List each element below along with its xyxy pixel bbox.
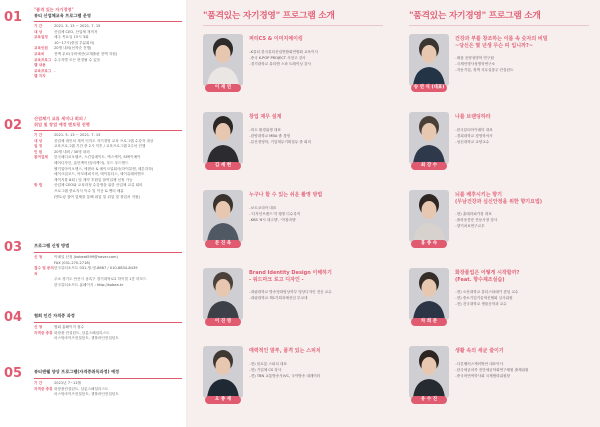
bio-line: – 전) TBN 교통방송사(VC, 국악방송 내레이터 — [249, 374, 391, 380]
section-divider — [34, 130, 182, 131]
section-title: 프로그램 신청 방법 — [34, 243, 70, 248]
speaker-photo — [203, 190, 243, 242]
info-value: 산업체 대인처 재직 인지도 자기경영 교육 프로그램 수강자 대상 — [54, 138, 154, 143]
section-rows — [34, 133, 182, 200]
info-value: 한국메디코오템즈, 스킨업메이트, 엑스케이, SI에이메이 — [54, 155, 141, 160]
section-divider — [34, 378, 182, 379]
bio-line: – 전) 건국대학교 생물공학과 교수 — [455, 302, 597, 308]
session-title-line: 뇌를 배후시키는 향기 — [455, 192, 502, 198]
section-rows — [34, 381, 182, 398]
program-info-panel — [0, 0, 187, 427]
bio-line: – 플라웅릉릉 산동사장 강사 — [455, 218, 597, 224]
speaker-name: 문 진 욱 — [205, 240, 241, 248]
speaker-bio — [249, 128, 391, 145]
session-title — [249, 348, 391, 355]
info-value: 마스팅마이즈컨설턴트, 샘플라인컨설턴트 — [54, 336, 119, 341]
bio-line: – 성신대학교 교양교수 — [455, 140, 597, 146]
session-title-line: 창업 재무 설계 — [249, 114, 282, 120]
info-key: 신 청 — [34, 325, 43, 329]
info-key: 자격증 종류 — [34, 386, 53, 391]
info-value: 이메일 신청 (kobeat599@naver.com) — [54, 255, 118, 259]
speaker-bio — [455, 212, 597, 229]
bio-line: – 경희대학교 경영학석사 — [455, 134, 597, 140]
speaker-card — [203, 268, 393, 330]
info-value: 수주자별 모든 변경될 수 있음 — [54, 57, 101, 62]
info-value: 전액 무료(국비예산(교재출판 전액 지원) — [54, 51, 118, 56]
section-number: 02 — [4, 118, 23, 133]
session-subtitle: (무남건강과 심신안정을 위한 향기요법) — [455, 198, 543, 205]
section-rows — [34, 255, 182, 289]
bio-line: – '디자인브랜드'지 행정 디수록작 — [249, 212, 391, 218]
info-value: 협회 홈페이지 접수 — [54, 325, 85, 329]
info-value: 2021. 5. 13 ~ 2021. 7. 15 — [54, 133, 101, 137]
info-value: 헬기업아이오앤스, 에덴마 & 메이크업회사(하이뷰앤, 헤븐하하) — [54, 166, 154, 171]
section-rows — [34, 325, 182, 342]
info-key: 교육프로그램 지자 — [34, 68, 52, 79]
session-title — [249, 270, 391, 283]
speaker-name: 송 연 식 (대표) — [411, 84, 447, 92]
speaker-card — [409, 190, 599, 252]
info-key — [34, 195, 54, 201]
bio-line: – 뷰산경영학, 기업재무기획설무 중 회의 — [249, 140, 391, 146]
speaker-bio — [249, 50, 391, 67]
info-value: 마스팅마이즈컨설턴트, 샘플라인컨설턴트 — [54, 392, 119, 397]
info-value: FAX (031-270-2718) — [54, 260, 91, 265]
info-key — [34, 283, 54, 289]
speaker-name: 김 세 현 — [205, 162, 241, 170]
info-value: 프로그램 중요지식 이수 및 이공 & 멘티 배분 — [54, 188, 124, 193]
bio-line: – 한국세균마족 진단세균학회연구제원 출제위원 — [455, 368, 597, 374]
column-title-left: "품격있는 자기경영" 프로그램 소개 — [203, 11, 335, 21]
info-key: 대 상 — [34, 138, 43, 143]
info-value: 20명 내외 / 30명 내외 — [54, 149, 90, 154]
info-row — [34, 336, 182, 342]
section-title: "품격 있는 자기경영" — [34, 7, 74, 12]
session-title — [249, 192, 391, 199]
session-title — [455, 348, 597, 355]
info-value: 10~17시(중점 부분회의) — [54, 40, 95, 45]
info-value: 2021년 7~12월 — [54, 381, 82, 385]
info-value: 한국뷰티소프트 031-영-영-8667 / 010-8834-8439 — [54, 266, 138, 271]
session-title — [455, 270, 597, 283]
info-key — [34, 336, 54, 342]
info-value: - — [54, 68, 56, 73]
column-rule-left — [203, 25, 383, 26]
speaker-name: 이 재 연 — [205, 84, 241, 92]
info-value: 화장품컨설턴트, 살롱스페셜리스트 — [54, 386, 109, 391]
section-divider — [34, 322, 182, 323]
bio-line: – 현) 홈테라피카칭 대표 — [455, 212, 597, 218]
info-value: 산업체 CEO와 교육과정 수강생을 위한 산업체 교류 회의 — [54, 183, 143, 188]
speaker-card — [203, 190, 393, 252]
speaker-bio — [249, 362, 391, 379]
info-key: 기 간 — [34, 24, 43, 28]
speaker-photo — [203, 268, 243, 320]
bio-line: – 대림대학교 제1기획과제선임 부교대 — [249, 296, 391, 302]
speaker-name: 최 강 수 — [411, 162, 447, 170]
info-key: 일 정 — [34, 144, 43, 149]
info-key: 참여업체 — [34, 155, 48, 160]
speaker-name: 홍 종 숙 — [411, 240, 447, 248]
info-key: 기 간 — [34, 133, 43, 137]
info-key: 자격증 종류 — [34, 330, 53, 335]
bio-line: – 중국어번역학사회 국제협력위원장 — [455, 374, 597, 380]
column-title-right: "품격있는 자기경영" 프로그램 소개 — [409, 11, 541, 21]
session-title — [249, 36, 391, 43]
speaker-bio — [249, 206, 391, 223]
session-title-line: 화장품업은 어떻게 시작할까? — [455, 270, 520, 276]
info-value: 메이크업코드, 아모레퍼시픽, 에이뷰티스, 세이유헤어엔즈 — [54, 172, 145, 177]
bio-line: – 현) 블로봇 스피치 대표 — [249, 362, 391, 368]
speaker-card — [409, 346, 599, 408]
section-divider — [34, 252, 182, 253]
section-number: 04 — [4, 310, 23, 325]
session-title-line: 나를 브랜딩하라 — [455, 114, 491, 120]
session-title-line: 생활 속의 세균 줄이기 — [455, 348, 504, 354]
session-title-line: 건강과 부를 창조하는 이름 속 숫자의 비밀 — [455, 36, 548, 42]
speaker-bio — [455, 362, 597, 379]
section-rows — [34, 24, 182, 80]
info-value: (멘토링 참여 업체를 통해 취업 및 취업 및 창업처 지원) — [54, 194, 140, 199]
speaker-bio — [455, 290, 597, 307]
info-value: 2021. 5. 13 ~ 2021. 7. 15 — [54, 24, 101, 28]
speaker-bio — [249, 290, 391, 302]
info-value: 산업체 CEO, 산업체 재직자 — [54, 29, 98, 34]
session-subtitle: (Feat. 향수제조실습) — [455, 276, 505, 283]
bio-line: – K뷰티 한국뷰티산업연합회연합회 교육이사 — [249, 50, 391, 56]
bio-line: – 대림대학교 방송영화영상학부 영상디자인 전공 교수 — [249, 290, 391, 296]
bio-line: – 현) 중소기업기술혁신협회 심사위원 — [455, 296, 597, 302]
bio-line: – 태을 음양성명학 연구원 — [455, 56, 597, 62]
section-title: 협회 인간 자격증 과정 — [34, 313, 75, 318]
speaker-name: 이 진 영 — [205, 318, 241, 326]
bio-line: – 현) 기업체 CS 강사 — [249, 368, 391, 374]
speaker-bio — [455, 56, 597, 73]
info-value: 한국뷰티소프트 홈페이지 : http://kobea.kr — [54, 282, 124, 287]
bio-line: – 다론벨러스케어방안 대표이사 — [455, 362, 597, 368]
section-title: 뷰티앤웰 양상 프로그램(자격증취득과정) 예정 — [34, 369, 120, 374]
bio-line: – KBS '6시 내고향', '아침마당' — [249, 218, 391, 224]
speaker-photo — [409, 34, 449, 86]
session-title-line: 매력적인 말투, 품격 있는 스피치 — [249, 348, 321, 354]
info-value: 주소 경기도 안산시 상록구 경기대학로2 하이빌 1층 하모드 — [54, 277, 147, 282]
session-title — [249, 114, 391, 121]
info-value: 헤어디자인, 효민케이션(비케이), 푸드 푸드앤드 — [54, 160, 129, 165]
info-row — [34, 283, 182, 289]
info-value: 교육프로그램 기간 중 2시 이후 / 교육프로그램 2주차 진행 — [54, 144, 146, 149]
speaker-photo — [203, 34, 243, 86]
bio-line: – 미도 환경위생 대표 — [249, 128, 391, 134]
speaker-card — [203, 34, 393, 96]
info-key: 교육비 — [34, 51, 45, 56]
bio-line: – 자동기업, 정책 사무실룸주 컨설턴트 — [455, 68, 597, 74]
info-key: 교육인원 — [34, 46, 48, 51]
speaker-card — [409, 34, 599, 96]
info-row — [34, 69, 182, 80]
info-key: 인 원 — [34, 149, 43, 154]
info-key: 신 청 — [34, 255, 43, 259]
info-key: 방 법 — [34, 183, 43, 188]
speaker-card — [409, 112, 599, 174]
speaker-card — [409, 268, 599, 330]
speaker-photo — [409, 112, 449, 164]
speaker-name: 유 수 진 — [411, 396, 447, 404]
session-title-line: 누구나 할 수 있는 쉬운 촬영 방법 — [249, 192, 323, 198]
session-title-line: Brand Identity Design 이해하기 — [249, 270, 332, 276]
section-divider — [34, 21, 182, 22]
speaker-photo — [409, 268, 449, 320]
info-key: 교육일정 — [34, 35, 48, 40]
info-row — [34, 392, 182, 398]
section-number: 05 — [4, 366, 23, 381]
info-key: 교육프로그램 내용 — [34, 57, 52, 68]
session-title — [455, 36, 597, 49]
info-key: 기 간 — [34, 381, 43, 385]
info-key: 대 상 — [34, 29, 43, 34]
speakers-panel — [187, 0, 600, 427]
bio-line: – 한양대학교 MBA 졸 경영 — [249, 134, 391, 140]
speaker-card — [203, 112, 393, 174]
session-title — [455, 114, 597, 121]
section-subtitle: 뷰티 산업체교육 프로그램 운영 — [34, 13, 91, 18]
section-title: 산업체기 교류 세미나 회의 / — [34, 116, 86, 121]
bio-line: – 국제인명사성명학연구소 — [455, 62, 597, 68]
session-subtitle: ~당신은 몇 년생 무슨 띠 입니까?~ — [455, 42, 533, 49]
info-value: 매주 목요일 15시 3회 — [54, 35, 89, 40]
section-number: 03 — [4, 240, 23, 255]
bio-line: – 보도코리아 대표 — [249, 206, 391, 212]
info-value: 계이지를 8회 / 및 계약 후원업 참여업체 선정 가능 — [54, 177, 133, 182]
info-key: 접수 및 문의처 — [34, 266, 54, 276]
speaker-bio — [455, 128, 597, 145]
info-row — [34, 58, 182, 69]
speaker-photo — [203, 346, 243, 398]
info-row — [34, 266, 182, 277]
bio-line: – 현) 오산대학교 뷰티스타메카 겸임 교수 — [455, 290, 597, 296]
section-number: 01 — [4, 10, 23, 25]
session-title — [455, 192, 597, 205]
session-title-line: 퍼티CS & 이미지메이킹 — [249, 36, 303, 42]
info-key — [34, 392, 54, 398]
bio-line: – 경기대학교 뷰티앤 스파 트레이닝 강사 — [249, 62, 391, 68]
speaker-name: 오 종 재 — [205, 396, 241, 404]
info-value: 화장품 컨설턴트, 살롱스페셜리스트 — [54, 330, 110, 335]
speaker-photo — [409, 346, 449, 398]
column-rule-right — [409, 25, 589, 26]
bio-line: – 중국 K-POP PROJECT 사천고 강사 — [249, 56, 391, 62]
bio-line: – 향기치료연구교우 — [455, 224, 597, 230]
bio-line: – 한국뷰티아카데미 대표 — [455, 128, 597, 134]
speaker-card — [203, 346, 393, 408]
speaker-name: 차 희 준 — [411, 318, 447, 326]
speaker-photo — [203, 112, 243, 164]
info-value: 20명 내외(선착순 진행) — [54, 46, 92, 51]
section-subtitle: 취업 및 창업 예정 멘토링 진행 — [34, 122, 90, 127]
info-row — [34, 195, 182, 201]
speaker-photo — [409, 190, 449, 242]
session-subtitle: - 워드마크 로고 디자인 - — [249, 276, 304, 283]
